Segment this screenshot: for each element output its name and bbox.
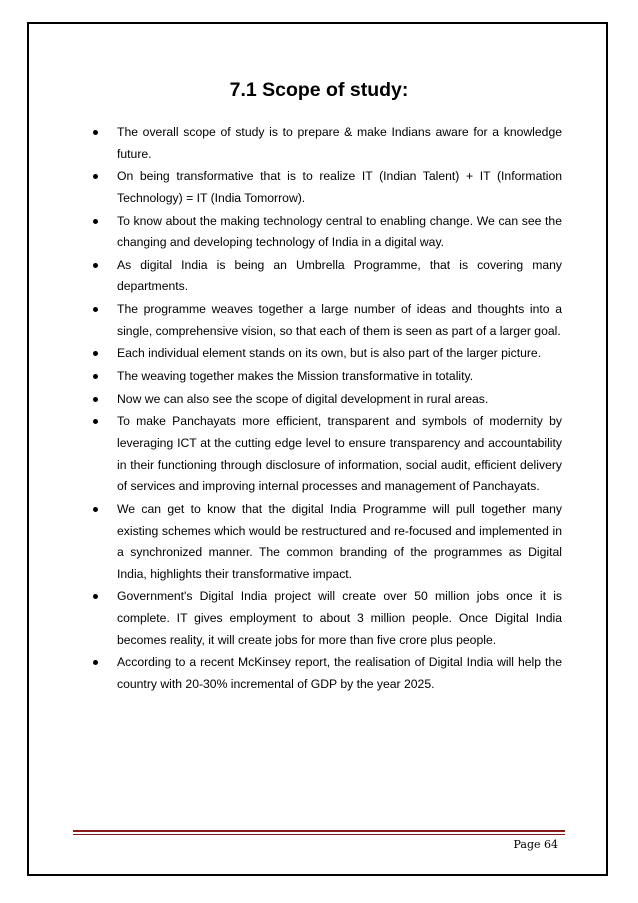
bullet-icon [93,594,98,599]
bullet-list [90,122,562,697]
bullet-icon [93,397,98,402]
bullet-icon [93,507,98,512]
bullet-text: Each individual element stands on its own, but is also part of the larger picture. [117,346,542,361]
section-title: 7.1 Scope of study: [229,79,409,101]
bullet-item [90,166,562,209]
bullet-text: On being transformative that is to realize IT (Indian Talent) + IT (Information Technology) = IT (India Tomorrow). [117,169,562,205]
bullet-item [90,389,562,411]
footer-rule-thin [73,834,565,835]
bullet-item [90,652,562,695]
bullet-icon [93,174,98,179]
footer-rule [73,830,565,832]
page-number: Page 64 [513,838,558,851]
bullet-icon [93,660,98,665]
bullet-text: We can get to know that the digital India Programme will pull together many existing schemes which would be restructured and re-focused and implemented in a synchronized manner. The common branding of the programmes as Digital India, highlights their transformative impact. [117,501,562,581]
bullet-text: The overall scope of study is to prepare & make Indians aware for a knowledge future. [117,125,562,161]
bullet-icon [93,419,98,424]
bullet-text: Government's Digital India project will create over 50 million jobs once it is complete. IT gives employment to about 3 million people. Once Digital India becomes reality, it will create jobs for more than five crore plus people. [117,589,562,647]
bullet-text: To know about the making technology central to enabling change. We can see the changing and developing technology of India in a digital way. [117,213,562,250]
bullet-item [90,586,562,651]
bullet-item [90,299,562,342]
bullet-item [90,255,562,298]
bullet-text: The programme weaves together a large number of ideas and thoughts into a single, comprehensive vision, so that each of them is seen as part of a larger goal. [117,302,562,338]
bullet-text: To make Panchayats more efficient, transparent and symbols of modernity by leveraging ICT at the cutting edge level to ensure transparency and accountability in their functioning through disclosure of information, social audit, efficient delivery of services and improving internal processes and management of Panchayats. [117,414,562,494]
bullet-item [90,499,562,585]
bullet-icon [93,351,98,356]
bullet-text: As digital India is being an Umbrella Programme, that is covering many departments. [117,257,562,294]
bullet-icon [93,374,98,379]
bullet-text: Now we can also see the scope of digital development in rural areas. [117,391,489,406]
bullet-item [90,122,562,165]
bullet-item [90,343,562,365]
bullet-text: The weaving together makes the Mission transformative in totality. [117,369,474,384]
bullet-icon [93,130,98,135]
bullet-icon [93,219,98,224]
bullet-item [90,411,562,497]
bullet-item [90,211,562,254]
bullet-item [90,366,562,388]
bullet-icon [93,263,98,268]
bullet-icon [93,307,98,312]
bullet-text: According to a recent McKinsey report, the realisation of Digital India will help the country with 20-30% incremental of GDP by the year 2025. [117,655,562,691]
